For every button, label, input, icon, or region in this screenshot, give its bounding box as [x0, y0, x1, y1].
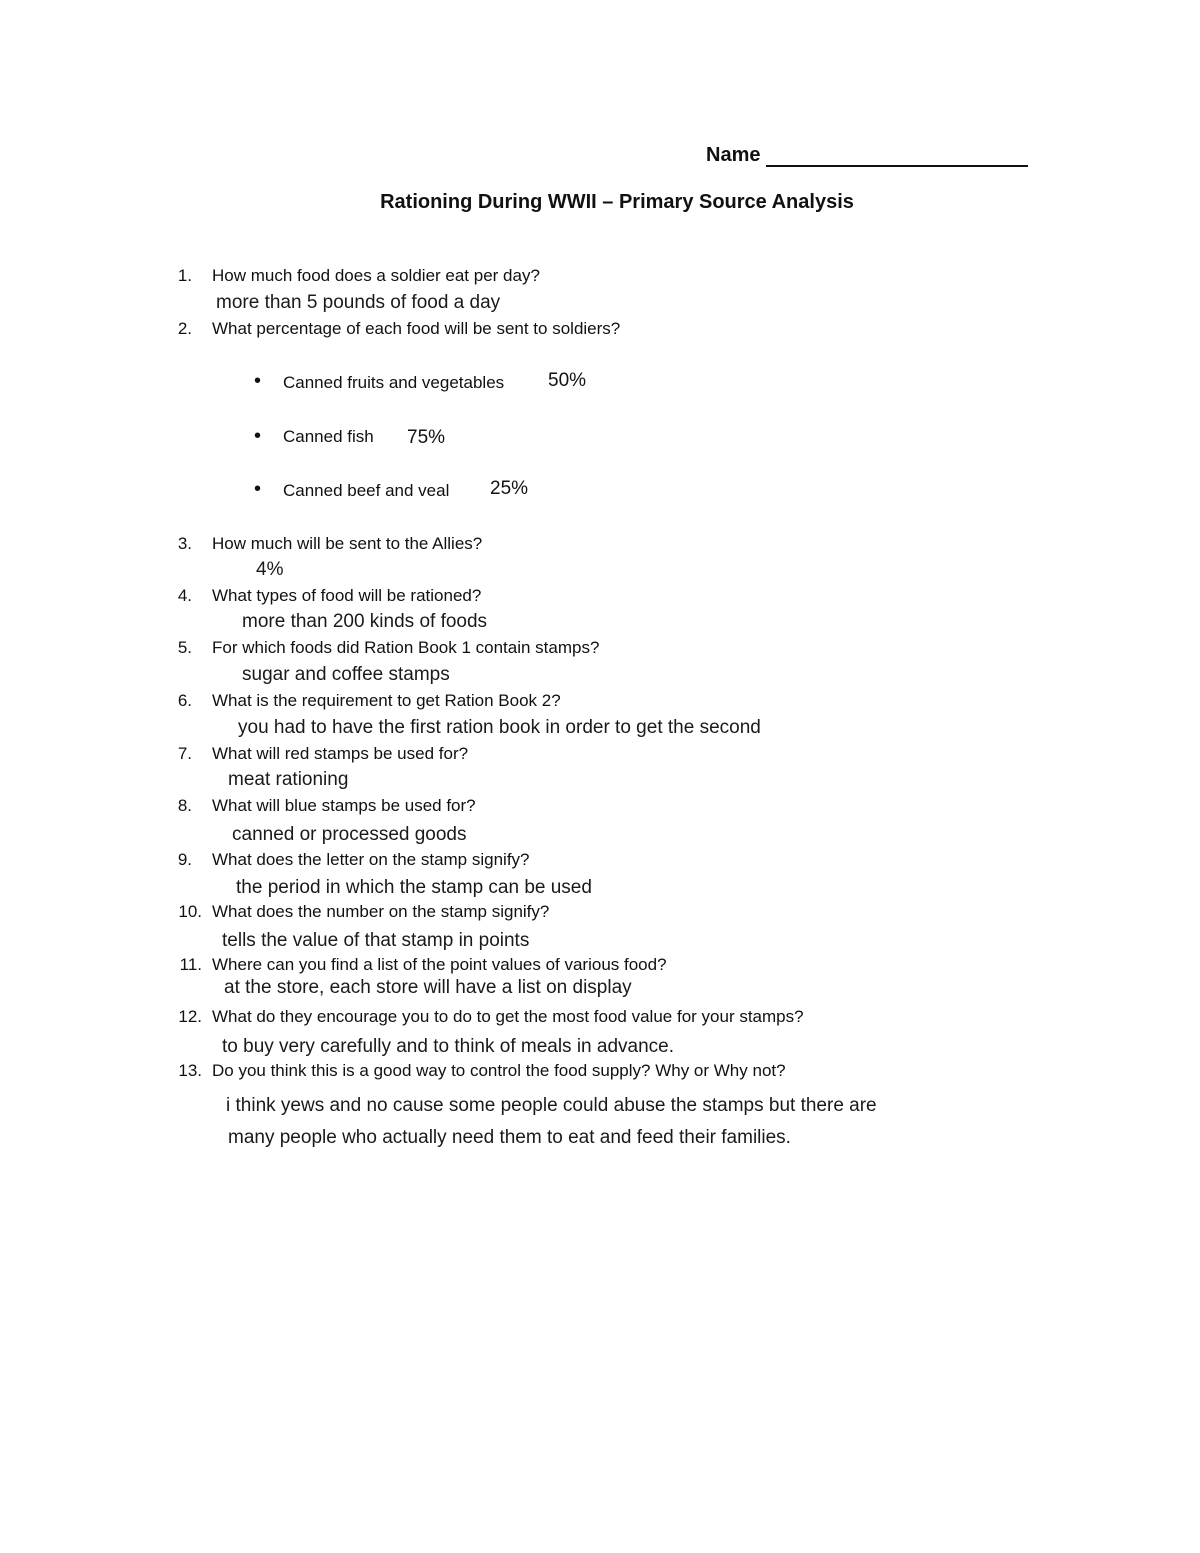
question-text: How much will be sent to the Allies?	[212, 534, 483, 553]
bullet-icon: •	[254, 370, 262, 392]
bullet-answer: 50%	[548, 370, 587, 391]
answer-text-line-2: many people who actually need them to eat and feed their families.	[228, 1127, 791, 1148]
answer-text: more than 5 pounds of food a day	[216, 292, 501, 313]
question-number: 10.	[178, 902, 202, 921]
answer-text: to buy very carefully and to think of meals in advance.	[222, 1036, 675, 1057]
answer-text: tells the value of that stamp in points	[222, 930, 530, 951]
name-blank-line	[766, 145, 1028, 167]
bullet-icon: •	[254, 425, 262, 447]
question-text: What will blue stamps be used for?	[212, 796, 476, 815]
page-title: Rationing During WWII – Primary Source Analysis	[380, 191, 854, 213]
question-text: What is the requirement to get Ration Book 2?	[212, 691, 561, 710]
bullet-answer: 25%	[490, 478, 529, 499]
question-text: What types of food will be rationed?	[212, 586, 482, 605]
question-number: 3.	[177, 534, 192, 553]
question-number: 13.	[178, 1061, 202, 1080]
question-number: 8.	[177, 796, 192, 815]
question-text: What do they encourage you to do to get the most food value for your stamps?	[212, 1007, 804, 1026]
answer-text: canned or processed goods	[232, 824, 467, 845]
answer-text-line-1: i think yews and no cause some people could abuse the stamps but there are	[226, 1095, 877, 1116]
bullet-icon: •	[254, 478, 262, 500]
question-number: 11.	[179, 955, 202, 974]
answer-text: sugar and coffee stamps	[242, 664, 450, 685]
question-number: 2.	[177, 319, 192, 338]
answer-text: more than 200 kinds of foods	[242, 611, 488, 632]
name-label: Name	[706, 144, 761, 166]
question-number: 1.	[177, 266, 192, 285]
question-number: 5.	[177, 638, 192, 657]
question-text: How much food does a soldier eat per day?	[212, 266, 540, 285]
question-number: 7.	[177, 744, 192, 763]
question-number: 6.	[177, 691, 192, 710]
question-text: What does the number on the stamp signify?	[212, 902, 550, 921]
bullet-answer: 75%	[407, 427, 446, 448]
question-number: 4.	[177, 586, 192, 605]
question-text: Do you think this is a good way to control the food supply? Why or Why not?	[212, 1061, 786, 1080]
name-field	[706, 144, 1028, 167]
question-text: What does the letter on the stamp signify?	[212, 850, 530, 869]
question-text: Where can you find a list of the point values of various food?	[212, 955, 667, 974]
answer-text: you had to have the first ration book in order to get the second	[238, 717, 761, 738]
question-number: 9.	[177, 850, 192, 869]
question-text: For which foods did Ration Book 1 contain stamps?	[212, 638, 600, 657]
bullet-text: Canned fruits and vegetables	[283, 373, 505, 392]
bullet-text: Canned beef and veal	[283, 481, 450, 500]
bullet-text: Canned fish	[283, 427, 374, 446]
answer-text: at the store, each store will have a list on display	[224, 977, 632, 998]
question-text: What percentage of each food will be sent to soldiers?	[212, 319, 621, 338]
answer-text: 4%	[256, 559, 284, 580]
answer-text: the period in which the stamp can be used	[236, 877, 592, 898]
question-text: What will red stamps be used for?	[212, 744, 469, 763]
question-number: 12.	[178, 1007, 202, 1026]
answer-text: meat rationing	[228, 769, 349, 790]
